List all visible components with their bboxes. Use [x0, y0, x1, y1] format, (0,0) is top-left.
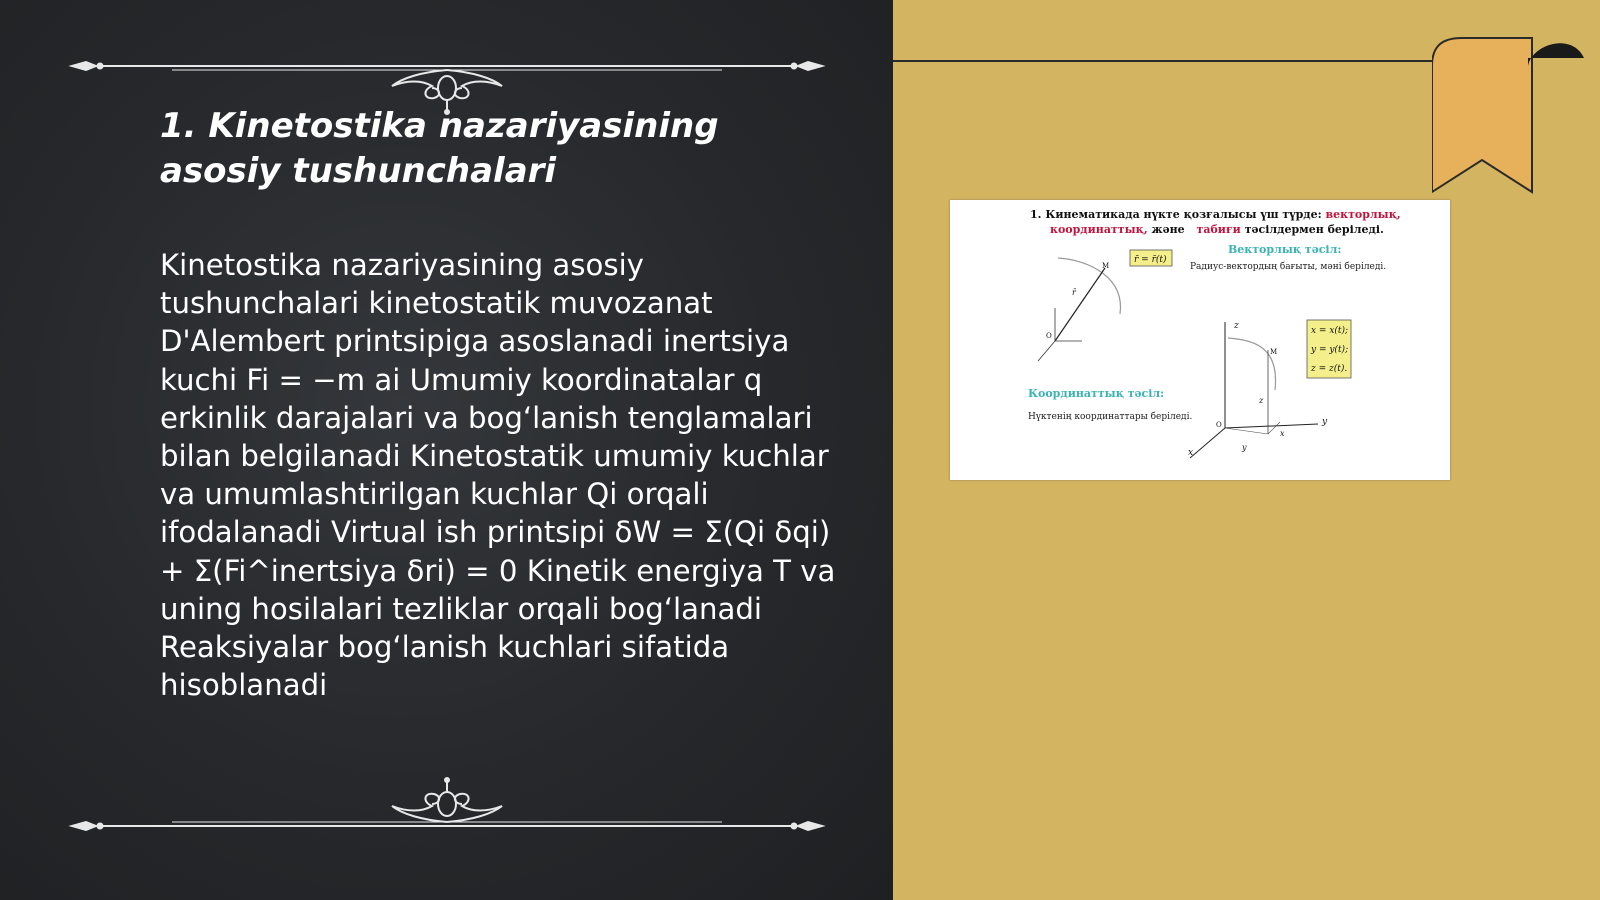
ornament-divider-bottom-icon [62, 772, 832, 842]
svg-text:координаттық, және [1050, 223, 1384, 236]
vector-method-title: Векторлық тәсіл: [1228, 243, 1342, 256]
vector-method-desc: Радиус-вектордың бағыты, мәні беріледі. [1190, 262, 1387, 272]
coord-eq-z: z = z(t). [1311, 364, 1348, 374]
kinematics-figure [950, 200, 1450, 480]
figure-heading-red-coord: координаттық, [1050, 223, 1148, 236]
coord-eq-y: y = y(t); [1311, 345, 1349, 355]
figure-heading-red: векторлық, [1325, 208, 1401, 221]
figure-heading-line1: 1. Кинематикада нүкте қозғалысы үш түрде: [1030, 208, 1322, 221]
figure-heading-and: және [1151, 223, 1185, 236]
coord-method-desc: Нүктенің координаттары беріледі. [1028, 412, 1193, 422]
label-y-axis: y [1322, 417, 1328, 427]
label-x-coord: x [1280, 429, 1285, 438]
label-O-coord: O [1216, 421, 1222, 429]
label-M-coord: M [1270, 348, 1278, 356]
label-O-vector: O [1046, 332, 1052, 340]
figure-heading-red-natural: табиғи [1196, 223, 1241, 236]
coord-eq-x: x = x(t); [1311, 326, 1349, 336]
slide-body-text: Kinetostika nazariyasining asosiy tushunchalari kinetostatik muvozanat D'Alembert printsipiga asoslanadi inertsiya kuchi Fi = −m ai Umumiy koordinatalar q erkinlik darajalari va bog‘lanish tenglamalari bilan belgilanadi Kinetostatik umumiy kuchlar va umumlashtirilgan kuchlar Qi orqali ifodalanadi Virtual ish printsipi δW = Σ(Qi δqi) + Σ(Fi^inertsiya δri) = 0 Kinetik energiya T va uning hosilalari tezliklar orqali bog‘lanadi Reaksiyalar bog‘lanish kuchlari sifatida hisoblanadi [160, 248, 836, 703]
label-r-vector: r̄ [1072, 288, 1076, 297]
label-z-axis: z [1234, 321, 1239, 331]
divider-line [893, 60, 1453, 62]
coord-method-title: Координаттық тәсіл: [1028, 387, 1165, 400]
label-z-height: z [1259, 396, 1264, 405]
label-x-axis: x [1188, 448, 1194, 458]
label-M-vector: M [1102, 262, 1110, 270]
label-y-coord: y [1242, 443, 1247, 452]
bookmark-ribbon-icon [1432, 36, 1592, 202]
figure-heading-end: тәсілдермен беріледі. [1244, 223, 1384, 236]
vector-formula: r̄ = r̄(t) [1134, 255, 1167, 265]
slide-title: 1. Kinetostika nazariyasining asosiy tushunchalari [160, 106, 719, 191]
svg-text:1. Кинематикада нүкте қозғалыс [1030, 208, 1401, 221]
